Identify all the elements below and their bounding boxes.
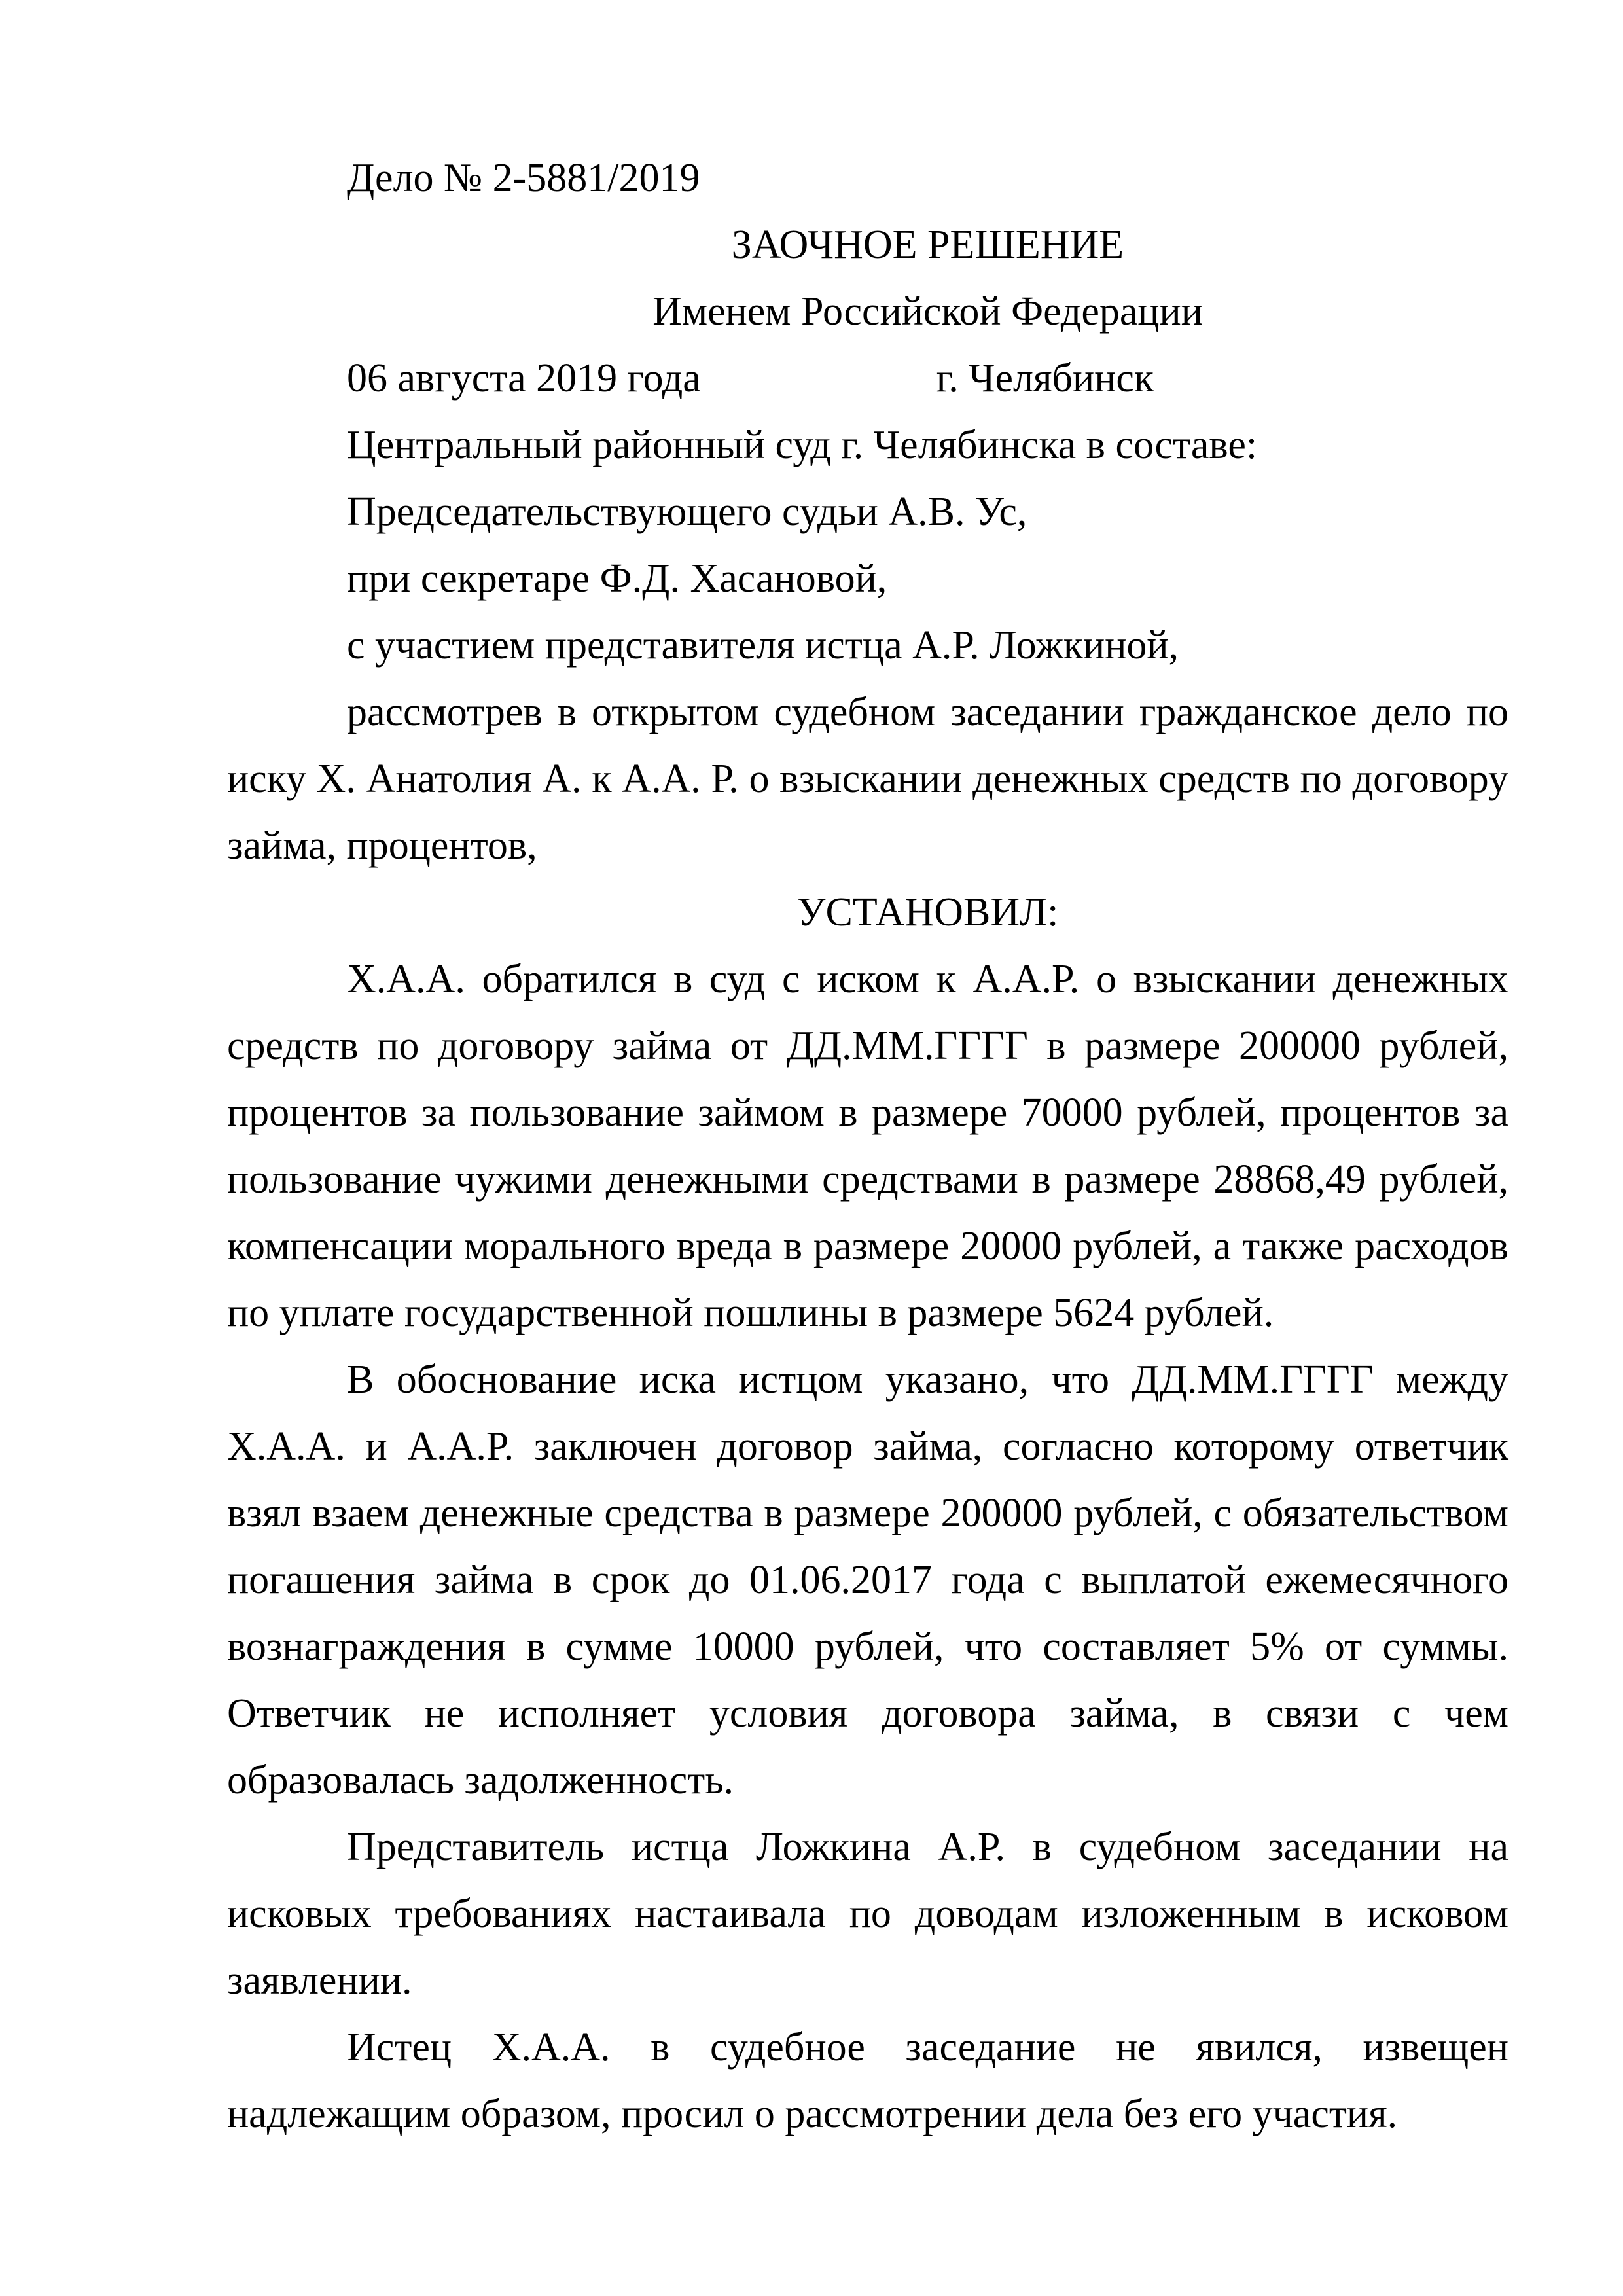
case-number-line: Дело № 2-5881/2019 — [347, 156, 700, 200]
decision-city: г. Челябинск — [936, 356, 1154, 401]
ustanovil-heading: УСТАНОВИЛ: — [796, 890, 1059, 935]
date-city-line — [227, 345, 1508, 412]
decision-date: 06 августа 2019 года — [347, 356, 701, 401]
body-paragraph-plaintiff-absence: Истец Х.А.А. в судебное заседание не явился, извещен надлежащим образом, просил о рассмотрении дела без его участия. — [227, 2025, 1508, 2136]
document-subtitle: Именем Российской Федерации — [652, 289, 1203, 334]
secretary-line: при секретаре Ф.Д. Хасановой, — [347, 556, 887, 601]
presiding-judge-line: Председательствующего судьи А.В. Ус, — [347, 490, 1027, 534]
plaintiff-representative-line: с участием представителя истца А.Р. Ложкиной, — [347, 623, 1179, 668]
court-composition-line: Центральный районный суд г. Челябинска в составе: — [347, 423, 1258, 467]
document-title: ЗАОЧНОЕ РЕШЕНИЕ — [731, 223, 1124, 267]
body-paragraph-loan-details: В обоснование иска истцом указано, что ДД.ММ.ГГГГ между Х.А.А. и А.А.Р. заключен договор займа, согласно которому ответчик взял взаем денежные средства в размере 200000 рублей, с обязательством погашения займа в срок до 01.06.2017 года с выплатой ежемесячного вознаграждения в сумме 10000 рублей, что составляет 5% от суммы. Ответчик не исполняет условия договора займа, в связи с чем образовалась задолженность. — [227, 1357, 1508, 1803]
intro-paragraph: рассмотрев в открытом судебном заседании гражданское дело по иску Х. Анатолия А. к А.А. Р. о взыскании денежных средств по договору займа, процентов, — [227, 690, 1508, 868]
body-paragraph-representative-position: Представитель истца Ложкина А.Р. в судебном заседании на исковых требованиях настаивала по доводам изложенным в исковом заявлении. — [227, 1825, 1508, 2003]
body-paragraph-claims: Х.А.А. обратился в суд с иском к А.А.Р. о взыскании денежных средств по договору займа от ДД.ММ.ГГГГ в размере 200000 рублей, процентов за пользование займом в размере 70000 рублей, процентов за пользование чужими денежными средствами в размере 28868,49 рублей, компенсации морального вреда в размере 20000 рублей, а также расходов по уплате государственной пошлины в размере 5624 рублей. — [227, 957, 1508, 1335]
